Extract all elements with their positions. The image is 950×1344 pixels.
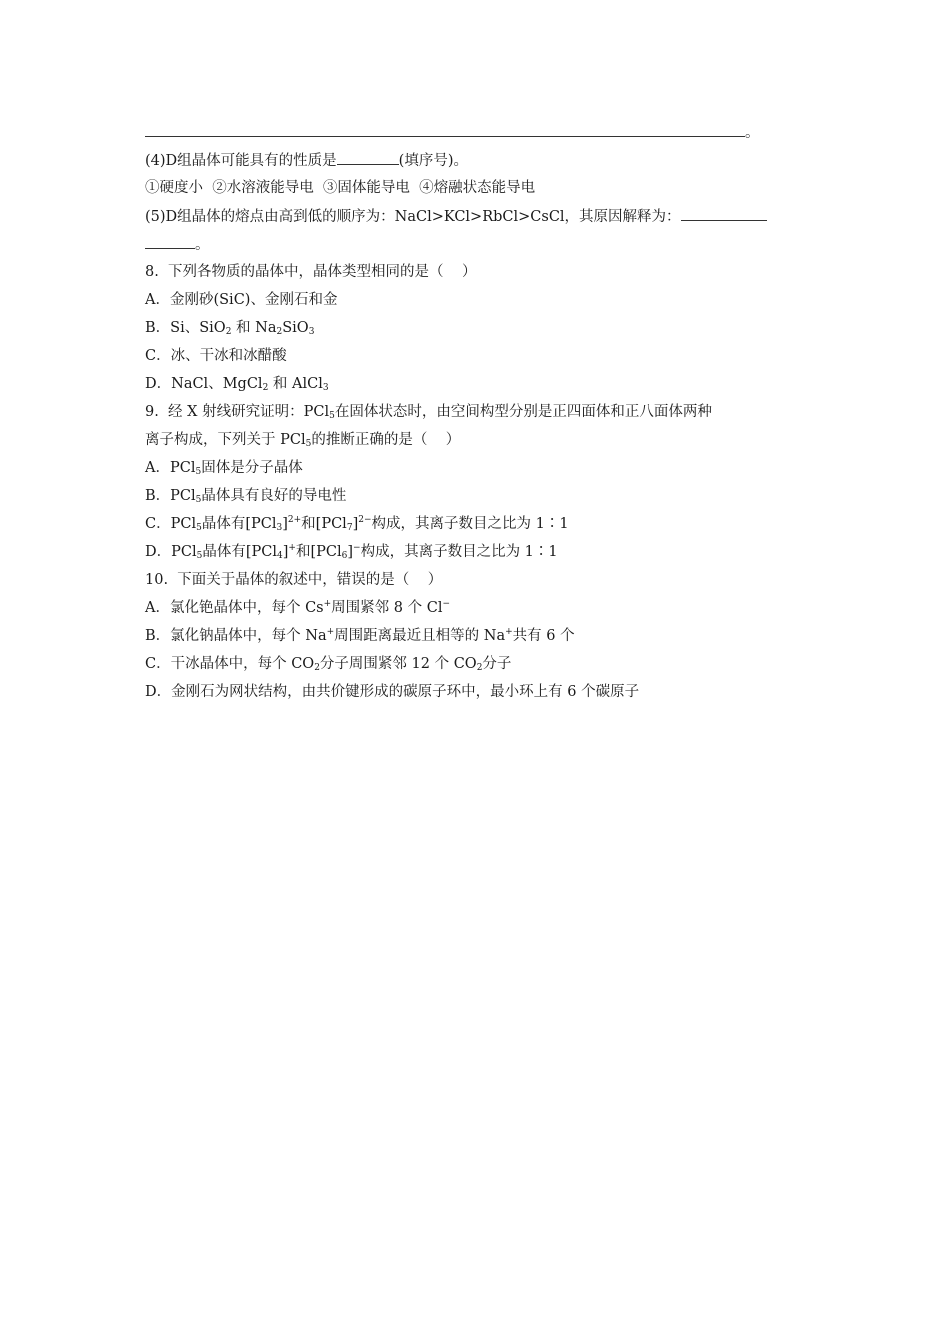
q7-part4: (4)D组晶体可能具有的性质是 (填序号)。 [145, 150, 468, 170]
q10-option-c: C．干冰晶体中，每个 $CO_2$分子周围紧邻 12 个 $CO_2$分子 [145, 656, 512, 673]
q7-part5: (5)D组晶体的熔点由高到低的顺序为：NaCl>KCl>RbCl>CsCl，其原因解释为： [145, 206, 767, 226]
q9-stem-line2: 离子构成，下列关于 PCl$_5$的推断正确的是（ ） [145, 432, 461, 449]
q8-option-b: B．Si、SiO$_2$ 和 $Na_2SiO_3$ [145, 320, 315, 337]
q7-part5-continued: 。 [145, 234, 210, 254]
q9-option-a: A．PCl$_5$固体是分子晶体 [145, 460, 303, 477]
q8-stem: 8. 下列各物质的晶体中，晶体类型相同的是（ ） [145, 264, 477, 280]
fill-blank [145, 122, 745, 137]
q8-option-d: D．NaCl、MgCl$_2$ 和 AlCl$_3$ [145, 376, 329, 393]
q10-option-d: D．金刚石为网状结构，由共价键形成的碳原子环中，最小环上有 6 个碳原子 [145, 684, 640, 700]
fill-blank [337, 150, 399, 165]
q9-option-d: D．PCl$_5$晶体有[PCl$_4$]+和[PCl$_6$]−构成，其离子数目之比为 1∶1 [145, 543, 558, 561]
q10-option-b: B．氯化钠晶体中，每个 Na+周围距离最近且相等的 Na+共有 6 个 [145, 627, 575, 644]
answer-blank-line: 。 [145, 122, 760, 142]
fill-blank [681, 206, 767, 221]
q9-option-b: B．PCl$_5$晶体具有良好的导电性 [145, 488, 347, 505]
q7-part4-options: ①硬度小 ②水溶液能导电 ③固体能导电 ④熔融状态能导电 [145, 180, 536, 196]
q9-option-c: C．PCl$_5$晶体有$[PCl_3]^{2+}$和$[PCl_7]^{2-}$构成，其离子数目之比为 1∶1 [145, 515, 569, 533]
q10-option-a: A．氯化铯晶体中，每个 Cs+周围紧邻 8 个 Cl− [145, 599, 451, 616]
q9-stem-line1: 9. 经 X 射线研究证明：PCl$_5$在固体状态时，由空间构型分别是正四面体和正八面体两种 [145, 404, 712, 421]
q10-stem: 10. 下面关于晶体的叙述中，错误的是（ ） [145, 572, 443, 588]
q8-option-c: C．冰、干冰和冰醋酸 [145, 348, 287, 364]
q8-option-a: A．金刚砂(SiC)、金刚石和金 [145, 292, 338, 308]
fill-blank [145, 234, 195, 249]
